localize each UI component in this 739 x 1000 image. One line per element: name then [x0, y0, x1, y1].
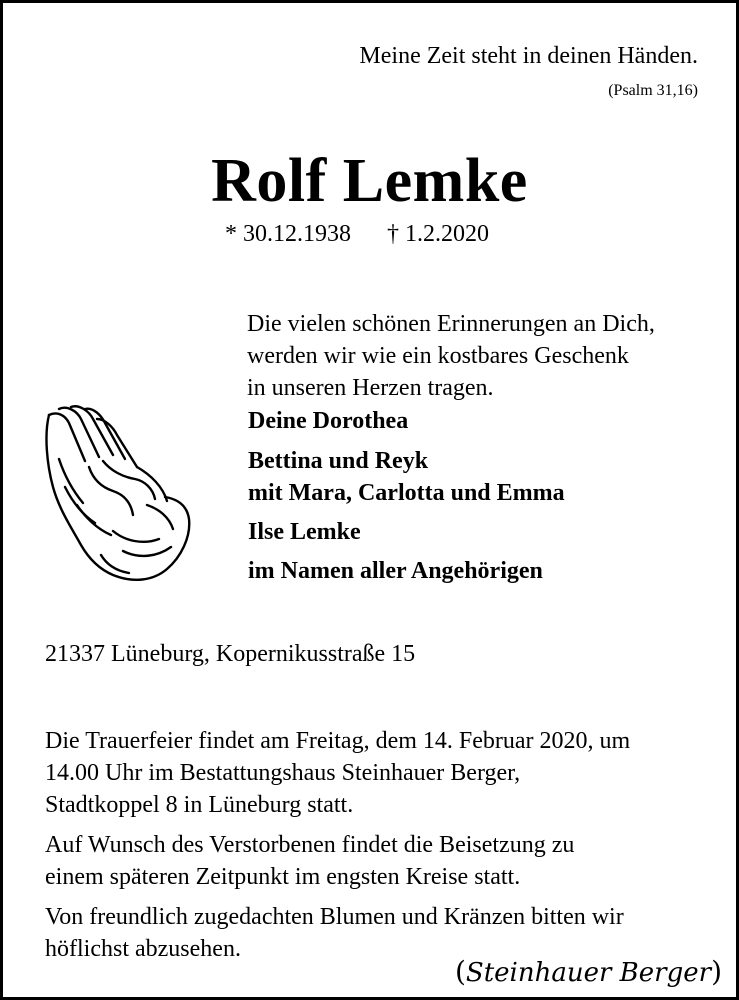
verse-line: werden wir wie ein kostbares Geschenk: [247, 343, 629, 369]
mourner-line: Deine Dorothea: [248, 408, 409, 434]
life-dates: [225, 221, 489, 248]
verse-line: in unseren Herzen tragen.: [247, 375, 494, 401]
mourner-line: im Namen aller Angehörigen: [248, 558, 543, 584]
paragraph-line: Die Trauerfeier findet am Freitag, dem 14. Februar 2020, um: [45, 728, 631, 754]
paragraph-line: einem späteren Zeitpunkt im engsten Kreise statt.: [45, 864, 521, 890]
verse-line: Die vielen schönen Erinnerungen an Dich,: [247, 311, 655, 337]
paragraph-line: Stadtkoppel 8 in Lüneburg statt.: [45, 792, 354, 818]
memorial-verse: [247, 308, 655, 404]
motto-reference: (Psalm 31,16): [608, 82, 698, 99]
praying-hands-icon: [41, 405, 201, 585]
mourner-line: Bettina und Reyk: [248, 448, 429, 474]
funeral-service-paragraph: [45, 725, 630, 821]
paragraph-line: Von freundlich zugedachten Blumen und Kränzen bitten wir: [45, 904, 624, 930]
death-date: † 1.2.2020: [387, 221, 489, 247]
paragraph-line: Auf Wunsch des Verstorbenen findet die Beisetzung zu: [45, 832, 575, 858]
paragraph-line: 14.00 Uhr im Bestattungshaus Steinhauer Berger,: [45, 760, 521, 786]
funeral-home-stamp: (Steinhauer Berger): [454, 955, 722, 988]
motto-quote: Meine Zeit steht in deinen Händen.: [359, 43, 698, 69]
mourner-line: mit Mara, Carlotta und Emma: [248, 480, 565, 506]
birth-date: * 30.12.1938: [225, 221, 351, 247]
funeral-home-name: Steinhauer Berger: [465, 958, 712, 988]
paragraph-line: höflichst abzusehen.: [45, 936, 241, 962]
mourner-line: Ilse Lemke: [248, 519, 361, 545]
burial-paragraph: [45, 829, 574, 893]
deceased-name: Rolf Lemke: [211, 147, 528, 215]
family-address: 21337 Lüneburg, Kopernikusstraße 15: [45, 641, 416, 667]
